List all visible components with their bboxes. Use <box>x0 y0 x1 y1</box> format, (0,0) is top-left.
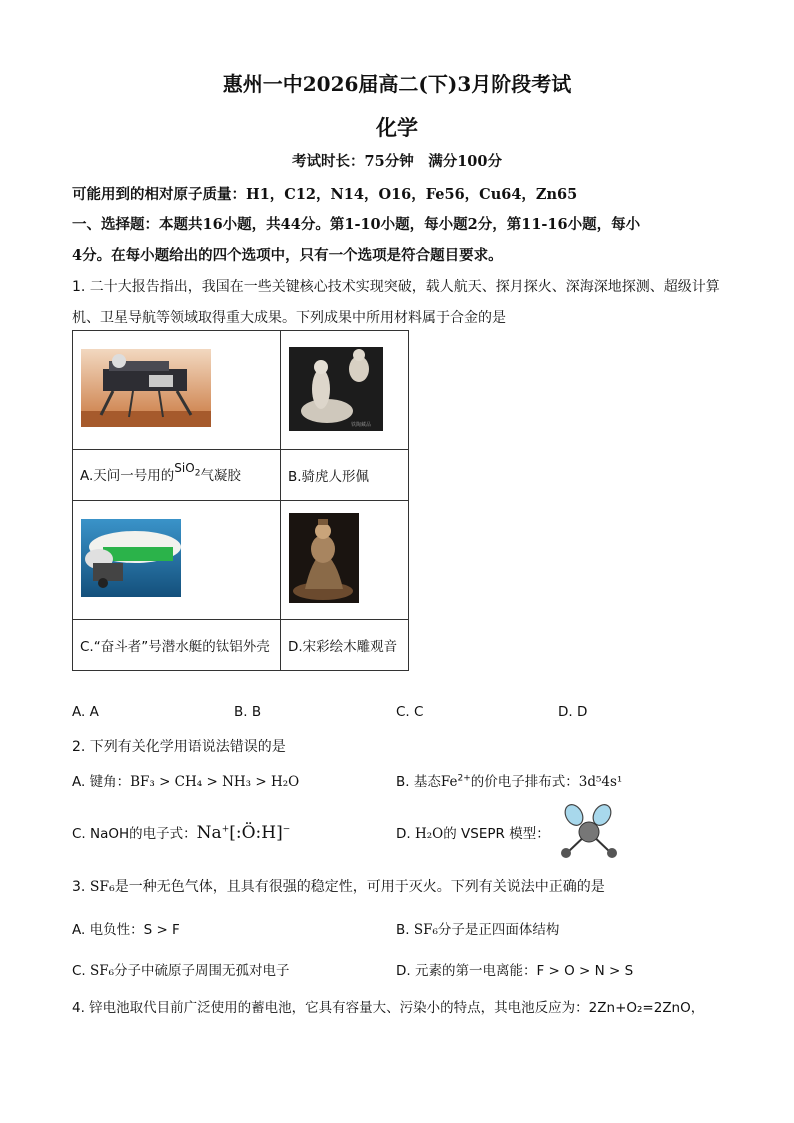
q1-option-a: A.天问一号用的SiO$_2$气凝胶 <box>73 450 281 501</box>
guanyin-statue-image <box>281 501 408 615</box>
q2-option-d: D. H₂O的 VSEPR 模型： <box>396 826 550 842</box>
q1-image-cell-c <box>73 501 281 620</box>
q1-options-table <box>72 330 409 671</box>
mars-lander-image <box>73 331 280 445</box>
q1-stem-line2: 机、卫星导航等领域取得重大成果。下列成果中所用材料属于合金的是 <box>72 310 506 326</box>
subject-title: 化学 <box>376 115 418 140</box>
section-heading-line1: 一、选择题：本题共16小题，共44分。第1-10小题，每小题2分，第11-16小题，每小 <box>72 216 641 233</box>
q2-option-b: B. 基态$Fe^{2+}$的价电子排布式：3d⁵4s¹ <box>396 773 623 790</box>
q4-stem: 4. 锌电池取代目前广泛使用的蓄电池，它具有容量大、污染小的特点，其电池反应为：2Zn+O₂=2ZnO， <box>72 1000 705 1016</box>
submersible-image <box>73 501 280 615</box>
q1-answer-b: B. B <box>234 704 262 720</box>
q1-image-cell-b <box>281 331 409 450</box>
q2-stem: 2. 下列有关化学用语说法错误的是 <box>72 739 286 755</box>
q1-answer-a: A. A <box>72 704 99 720</box>
section-heading-line2: 4分。在每小题给出的四个选项中，只有一个选项是符合题目要求。 <box>72 247 503 264</box>
tiger-rider-jade-image <box>281 331 408 445</box>
img-b-caption: 铁陶藏品 <box>351 422 372 428</box>
q1-image-cell-a <box>73 331 281 450</box>
q1-option-b: B.骑虎人形佩 <box>281 450 409 501</box>
q2-option-c: C. NaOH的电子式：Na+[:Ö:H]− <box>72 823 291 843</box>
q1-image-cell-d <box>281 501 409 620</box>
q1-answer-c: C. C <box>396 704 424 720</box>
q1-answer-d: D. D <box>558 704 588 720</box>
q3-option-d: D. 元素的第一电离能：F > O > N > S <box>396 963 634 979</box>
q3-option-a: A. 电负性：S > F <box>72 922 180 938</box>
q1-option-d: D.宋彩绘木雕观音 <box>281 620 409 671</box>
q2-option-a: A. 键角：BF₃ > CH₄ > NH₃ > H₂O <box>72 774 300 790</box>
exam-title: 惠州一中2026届高二(下)3月阶段考试 <box>222 72 572 96</box>
q3-stem: 3. SF₆是一种无色气体，且具有很强的稳定性，可用于灭火。下列有关说法中正确的是 <box>72 879 605 895</box>
exam-info: 考试时长：75分钟 满分100分 <box>292 153 502 170</box>
q1-option-c: C.“奋斗者”号潜水艇的钛铝外壳 <box>73 620 281 671</box>
q1-stem-line1: 1. 二十大报告指出，我国在一些关键核心技术实现突破，载人航天、探月探火、深海深地探测、超级计算 <box>72 279 720 295</box>
q3-option-b: B. SF₆分子是正四面体结构 <box>396 922 560 938</box>
q3-option-c: C. SF₆分子中硫原子周围无孤对电子 <box>72 963 290 979</box>
vsepr-model-icon <box>556 802 622 860</box>
atomic-mass-line: 可能用到的相对原子质量：H1，C12，N14，O16，Fe56，Cu64，Zn65 <box>72 186 578 203</box>
